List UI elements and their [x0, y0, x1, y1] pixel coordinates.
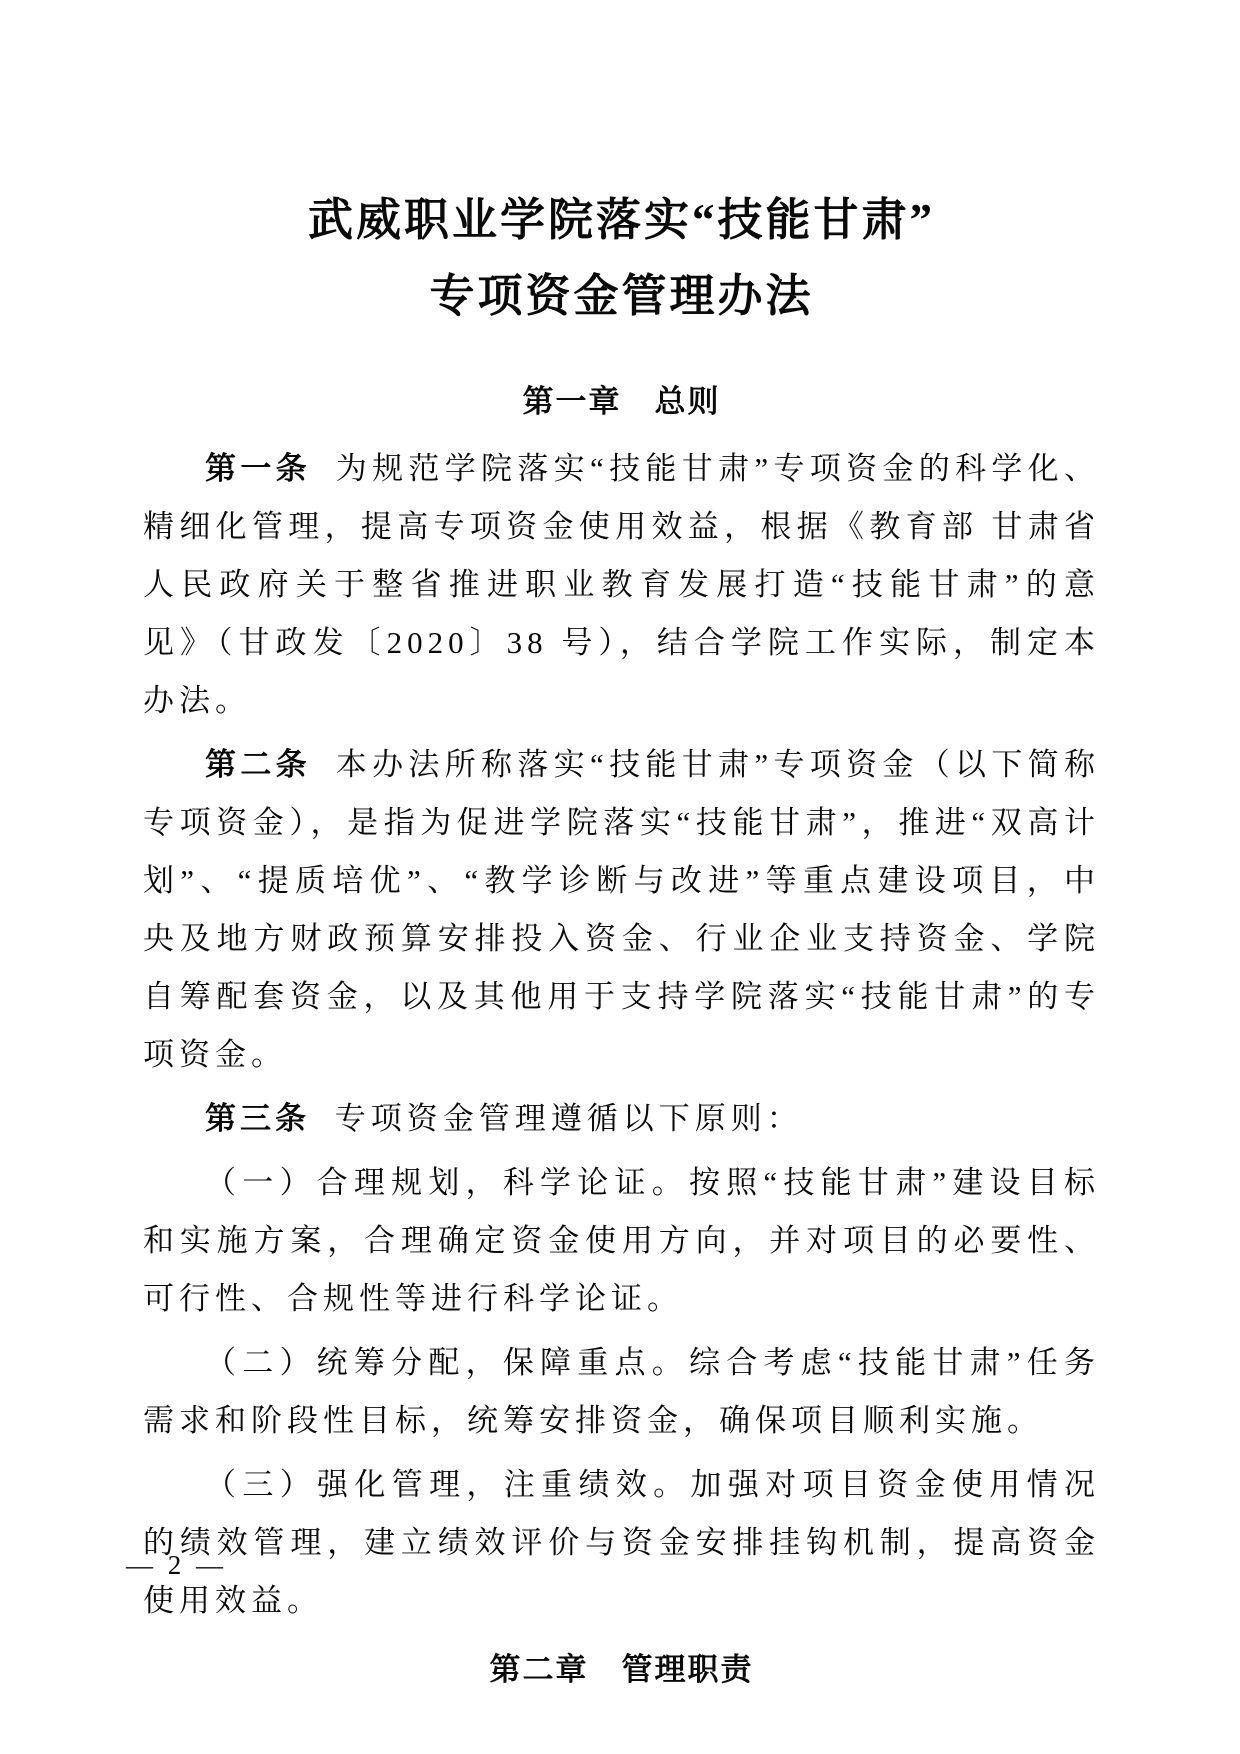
- paragraph-article-3: [143, 1090, 1100, 1148]
- paragraph-article-2: [143, 736, 1100, 1084]
- principle-2-text: （二）统筹分配，保障重点。综合考虑“技能甘肃”任务需求和阶段性目标，统筹安排资金，确保项目顺利实施。: [143, 1345, 1100, 1438]
- chapter-1-heading: 第一章 总则: [522, 384, 721, 419]
- page-number: — 2 —: [126, 1550, 227, 1580]
- principle-3-text: （三）强化管理，注重绩效。加强对项目资金使用情况的绩效管理，建立绩效评价与资金安排挂钩机制，提高资金使用效益。: [143, 1467, 1100, 1618]
- paragraph-principle-3: [143, 1456, 1100, 1630]
- article-1-leader: 第一条: [205, 451, 311, 486]
- document-title-line-1: 武威职业学院落实“技能甘肃”: [307, 195, 935, 245]
- principle-1-text: （一）合理规划，科学论证。按照“技能甘肃”建设目标和实施方案，合理确定资金使用方向，并对项目的必要性、可行性、合规性等进行科学论证。: [143, 1165, 1100, 1316]
- chapter-2-heading: 第二章 管理职责: [489, 1652, 754, 1687]
- article-2-leader: 第二条: [205, 747, 311, 782]
- article-2-text: 本办法所称落实“技能甘肃”专项资金（以下简称专项资金），是指为促进学院落实“技能甘肃”，推进“双高计划”、“提质培优”、“教学诊断与改进”等重点建设项目，中央及地方财政预算安排投入资金、行业企业支持资金、学院自筹配套资金，以及其他用于支持学院落实“技能甘肃”的专项资金。: [143, 747, 1100, 1072]
- document-title-line-2: 专项资金管理办法: [429, 271, 814, 321]
- paragraph-article-1: [143, 440, 1100, 730]
- article-1-text: 为规范学院落实“技能甘肃”专项资金的科学化、精细化管理，提高专项资金使用效益，根据《教育部 甘肃省人民政府关于整省推进职业教育发展打造“技能甘肃”的意见》（甘政发〔2020〕38 号），结合学院工作实际，制定本办法。: [143, 451, 1100, 718]
- document-body: [143, 440, 1100, 1630]
- article-3-text: 专项资金管理遵循以下原则：: [334, 1101, 803, 1136]
- article-3-leader: 第三条: [205, 1101, 310, 1136]
- paragraph-principle-1: [143, 1154, 1100, 1328]
- paragraph-principle-2: [143, 1334, 1100, 1450]
- document-title: [143, 182, 1100, 334]
